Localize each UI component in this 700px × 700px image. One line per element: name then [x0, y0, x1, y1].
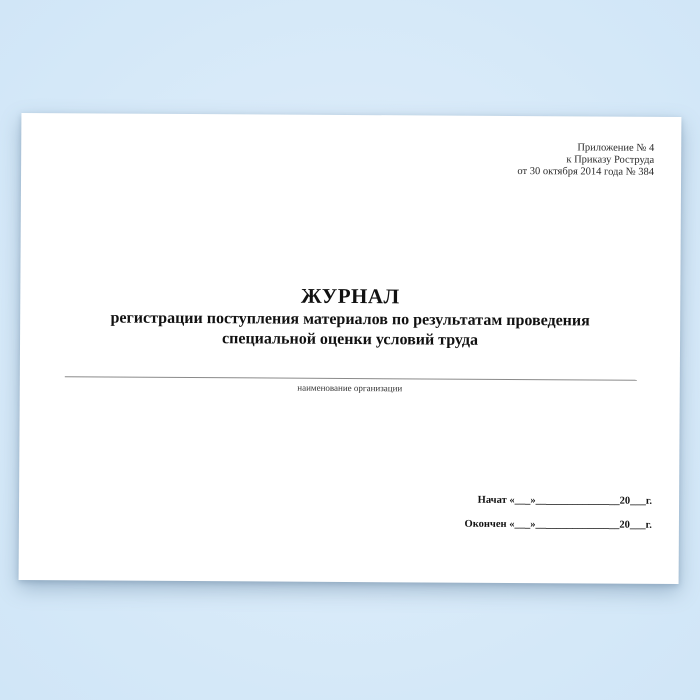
dates-block [464, 495, 652, 544]
appendix-line-2: к Приказу Роструда [566, 154, 655, 166]
organization-name-blank-line [65, 376, 637, 380]
page-subtitle-line-1: регистрации поступления материалов по результатам проведения [110, 309, 590, 330]
appendix-line-1: Приложение № 4 [577, 142, 655, 154]
organization-name-caption: наименование организации [297, 382, 403, 394]
document-page [19, 113, 682, 584]
started-date-line: Начат «___»________________20___г. [477, 494, 653, 507]
page-title: ЖУРНАЛ [300, 283, 400, 309]
appendix-header [517, 142, 654, 179]
appendix-line-3: от 30 октября 2014 года № 384 [517, 166, 655, 178]
page-subtitle-line-2: специальной оценки условий труда [222, 330, 479, 349]
title-block [20, 280, 680, 352]
finished-date-line: Окончен «___»________________20___г. [464, 518, 652, 531]
